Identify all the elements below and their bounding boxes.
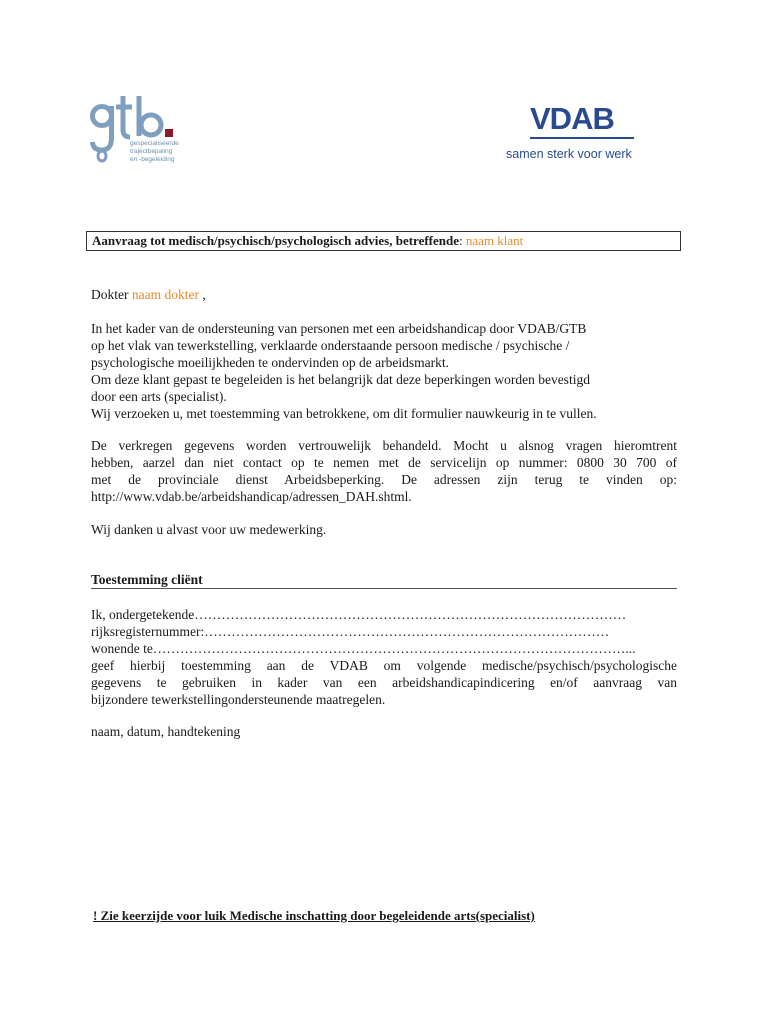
intro-line: In het kader van de ondersteuning van personen met een arbeidshandicap door VDAB/GTB: [91, 321, 587, 336]
address-link[interactable]: http://www.vdab.be/arbeidshandicap/adressen_DAH.shtml.: [91, 489, 412, 504]
intro-line: door een arts (specialist).: [91, 389, 227, 404]
vdab-wordmark: VDAB: [530, 101, 614, 136]
residence-field[interactable]: wonende te……………………………………………………………………………………………...: [91, 641, 636, 656]
consent-statement-line: geef hierbij toestemming aan de VDAB om volgende medische/psychisch/psychologische: [91, 658, 677, 673]
intro-line: op het vlak van tewerkstelling, verklaarde onderstaande persoon medische / psychische /: [91, 338, 570, 353]
subject-box: [86, 231, 681, 251]
salutation-prefix: Dokter: [91, 287, 132, 302]
consent-statement-line: gegevens te gebruiken in kader van een arbeidshandicapindicering en/of aanvraag van: [91, 675, 677, 690]
confidentiality-line: hebben, aarzel dan niet contact op te nemen met de servicelijn op nummer: 0800 30 700 of: [91, 455, 677, 470]
consent-fields: [91, 606, 677, 708]
vdab-underline: [530, 137, 634, 139]
consent-divider: [91, 588, 677, 589]
subject-colon: :: [459, 233, 466, 248]
reverse-side-note: ! Zie keerzijde voor luik Medische inschatting door begeleidende arts(specialist): [93, 908, 535, 923]
signature-label: naam, datum, handtekening: [91, 724, 241, 739]
national-number-field[interactable]: rijksregisternummer:………………………………………………………………………………: [91, 624, 610, 639]
intro-line: Om deze klant gepast te begeleiden is het belangrijk dat deze beperkingen worden bevestigd: [91, 372, 590, 387]
salutation-suffix: ,: [198, 287, 206, 302]
vdab-logo: [504, 101, 664, 166]
confidentiality-paragraph: [91, 437, 677, 505]
client-name-placeholder[interactable]: naam klant: [465, 233, 524, 248]
doctor-name-placeholder[interactable]: naam dokter: [131, 287, 199, 302]
confidentiality-line: met de provinciale dienst Arbeidsbeperking. De adressen zijn terug te vinden op:: [91, 472, 677, 487]
thanks-text: Wij danken u alvast voor uw medewerking.: [91, 522, 327, 537]
subject-label: Aanvraag tot medisch/psychisch/psychologisch advies, betreffende: [92, 233, 460, 248]
vdab-tagline: samen sterk voor werk: [506, 147, 632, 161]
gtb-subtitle: gespecialiseerde trajectbepaling en -begeleiding: [130, 140, 179, 163]
intro-paragraph: [91, 320, 677, 422]
consent-statement-line: bijzondere tewerkstellingondersteunende maatregelen.: [91, 692, 386, 707]
signer-name-field[interactable]: Ik, ondergetekende……………………………………………………………………………………: [91, 607, 627, 622]
salutation: [91, 286, 677, 303]
confidentiality-line: De verkregen gegevens worden vertrouwelijk behandeld. Mocht u alsnog vragen hieromtrent: [91, 438, 677, 453]
intro-line: Wij verzoeken u, met toestemming van betrokkene, om dit formulier nauwkeurig in te vullen.: [91, 406, 597, 421]
intro-line: psychologische moeilijkheden te ondervinden op de arbeidsmarkt.: [91, 355, 450, 370]
consent-heading: Toestemming cliënt: [91, 572, 203, 587]
gtb-logo: [90, 96, 200, 166]
